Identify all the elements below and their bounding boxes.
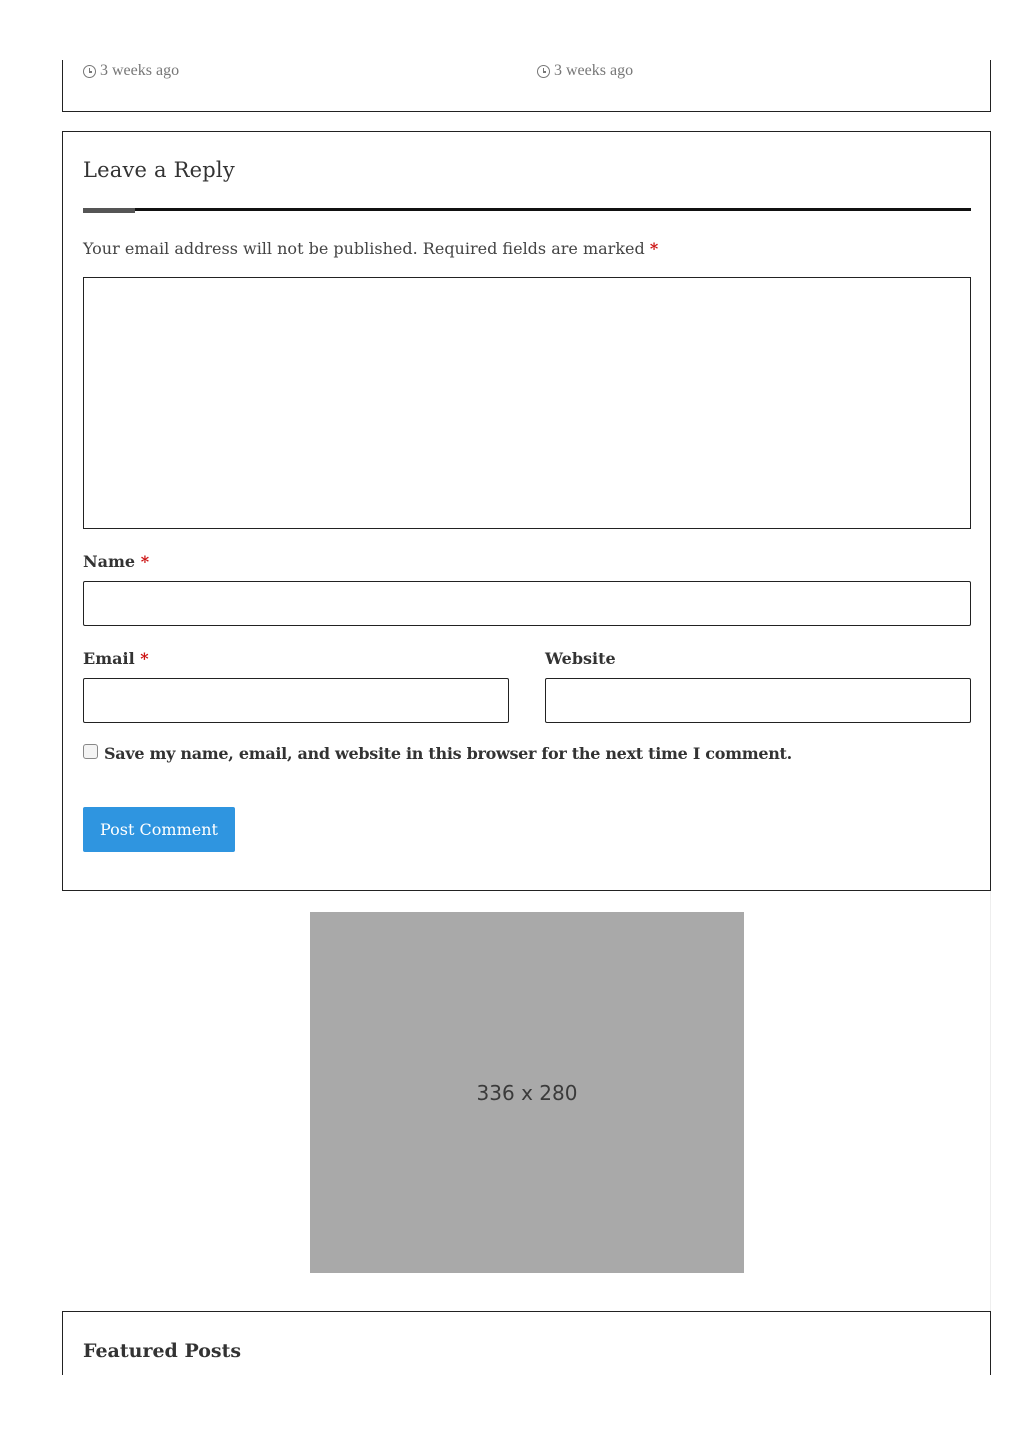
reply-title: Leave a Reply [83, 158, 235, 182]
required-mark: * [140, 552, 150, 571]
required-mark: * [140, 649, 149, 668]
comment-textarea[interactable] [83, 277, 971, 529]
website-input[interactable] [545, 678, 971, 723]
clock-icon [83, 65, 96, 78]
featured-posts-box [62, 1311, 991, 1375]
name-label [83, 552, 149, 571]
email-label-text: Email [83, 649, 135, 668]
name-input[interactable] [83, 581, 971, 626]
ad-placeholder[interactable] [310, 912, 744, 1273]
comment-form [62, 131, 991, 891]
email-label [83, 649, 149, 668]
comment-notes-text: Your email address will not be published. Required fields are marked [83, 239, 645, 258]
related-posts-box [62, 60, 991, 112]
email-input[interactable] [83, 678, 509, 723]
post-time-ago: 3 weeks ago [100, 62, 180, 79]
ad-size-label: 336 x 280 [476, 1081, 578, 1105]
post-time-ago: 3 weeks ago [554, 62, 634, 79]
consent-checkbox[interactable] [83, 744, 98, 759]
required-mark: * [649, 239, 659, 258]
consent-row [83, 744, 792, 763]
website-label: Website [545, 649, 616, 668]
featured-posts-title: Featured Posts [83, 1340, 242, 1362]
comment-notes [83, 239, 658, 258]
ad-area-divider [990, 891, 991, 1311]
title-divider [83, 208, 971, 211]
title-divider-accent [83, 208, 135, 213]
post-meta-time [537, 62, 633, 80]
post-meta-time [83, 62, 179, 80]
clock-icon [537, 65, 550, 78]
consent-label: Save my name, email, and website in this browser for the next time I comment. [104, 744, 792, 763]
post-comment-button[interactable]: Post Comment [83, 807, 235, 852]
name-label-text: Name [83, 552, 136, 571]
